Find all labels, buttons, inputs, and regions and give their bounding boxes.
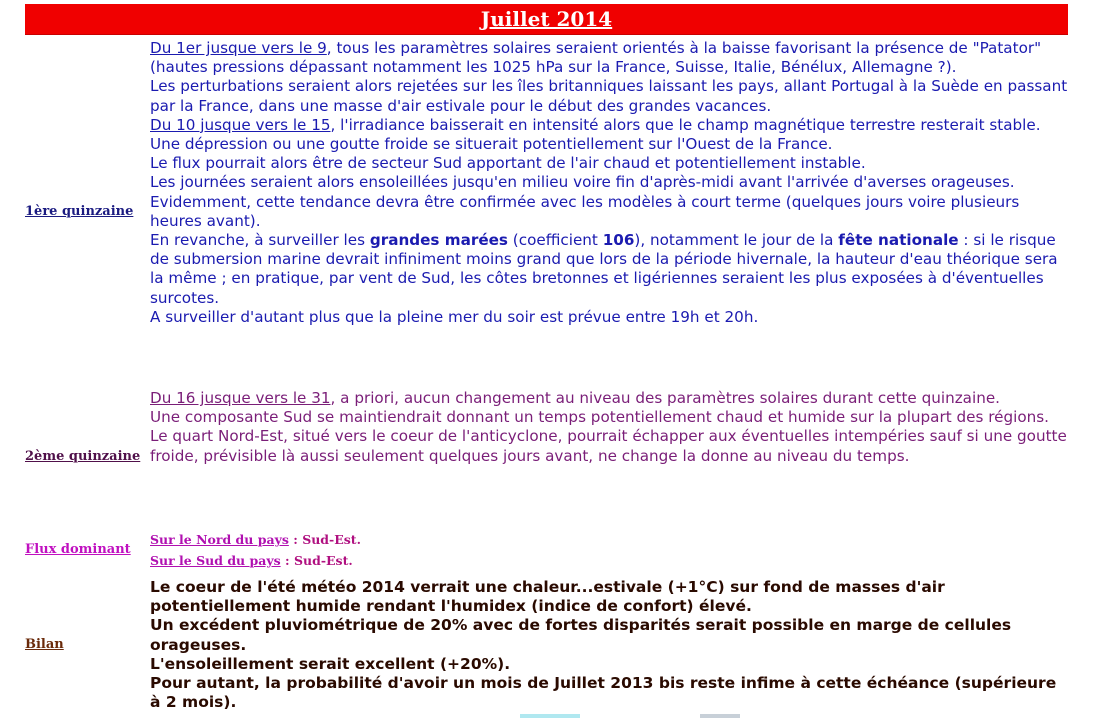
paragraph: L'ensoleillement serait excellent (+20%). [150,654,511,673]
date-range-link[interactable]: Du 16 jusque vers le 31 [150,389,331,407]
highlight-text: fête nationale [838,231,959,250]
paragraph [150,116,1070,135]
flow-value: : Sud-Est. [288,532,361,547]
paragraph [150,529,1070,550]
paragraph-text: En revanche, à surveiller les [150,231,370,250]
region-link-north[interactable]: Sur le Nord du pays [150,532,289,547]
row-label-second-fortnight[interactable]: 2ème quinzaine [25,449,141,464]
flow-value: : Sud-Est. [280,553,353,568]
highlight-text: 106 [602,231,635,250]
paragraph-text: , a priori, aucun changement au niveau des paramètres solaires durant cette quinzaine. [330,389,1000,407]
paragraph-text: , l'irradiance baisserait en intensité alors que le champ magnétique terrestre resterait stable. [330,115,1041,134]
paragraph [150,389,1070,408]
bottom-table-edge [700,714,740,718]
paragraph-text: ), notamment le jour de la [634,231,839,250]
row-label-first-fortnight[interactable]: 1ère quinzaine [25,204,134,219]
paragraph [150,550,1070,571]
dominant-flow-content [150,529,1070,571]
paragraph: Les perturbations seraient alors rejetées sur les îles britanniques laissant les pays, allant Portugal à la Suède en passant par la France, dans une masse d'air estivale pour le début des grandes vacances. [150,77,1068,115]
paragraph-text: : si le risque de submersion marine devrait infiniment moins grand que lors de la période hivernale, la hauteur d'eau théorique sera la même ; en pratique, par vent de Sud, les côtes bretonnes et ligériennes seraient les plus exposées à d'éventuelles surcotes. [150,231,1058,307]
paragraph: Le coeur de l'été météo 2014 verrait une chaleur...estivale (+1°C) sur fond de masses d'air potentiellement humide rendant l'humidex (indice de confort) élevé. [150,578,945,616]
paragraph-text: , tous les paramètres solaires seraient orientés à la baisse favorisant la présence de "Patator" (hautes pressions dépassant notamment les 1025 hPa sur la France, Suisse, Italie, Bénélux, Allemagne ?). [150,39,1042,77]
page-title: Juillet 2014 [25,4,1068,35]
date-range-link[interactable]: Du 10 jusque vers le 15 [150,115,331,134]
paragraph: Evidemment, cette tendance devra être confirmée avec les modèles à court terme (quelques jours voire plusieurs heures avant). [150,192,1020,230]
row-label-summary[interactable]: Bilan [25,637,64,652]
paragraph: Une composante Sud se maintiendrait donnant un temps potentiellement chaud et humide sur la plupart des régions. [150,408,1050,427]
paragraph: Un excédent pluviométrique de 20% avec de fortes disparités serait possible en marge de cellules orageuses. [150,616,1012,654]
paragraph: Le quart Nord-Est, situé vers le coeur de l'anticyclone, pourrait échapper aux éventuelles intempéries sauf si une goutte froide, prévisible là aussi seulement quelques jours avant, ne change la donne au niveau du temps. [150,427,1067,465]
bottom-table-edge [520,714,580,718]
region-link-south[interactable]: Sur le Sud du pays [150,553,281,568]
paragraph: Pour autant, la probabilité d'avoir un mois de Juillet 2013 bis reste infime à cette échéance (supérieure à 2 mois). [150,674,1057,712]
first-fortnight-content [150,39,1070,327]
highlight-text: grandes marées [369,231,508,250]
paragraph-text: (coefficient [507,231,603,250]
paragraph: Les journées seraient alors ensoleillées jusqu'en milieu voire fin d'après-midi avant l'arrivée d'averses orageuses. [150,173,1015,192]
paragraph: A surveiller d'autant plus que la pleine mer du soir est prévue entre 19h et 20h. [150,307,759,326]
summary-content [150,578,1070,712]
paragraph: Le flux pourrait alors être de secteur Sud apportant de l'air chaud et potentiellement instable. [150,154,866,173]
paragraph [150,39,1070,77]
row-label-dominant-flow[interactable]: Flux dominant [25,542,131,557]
date-range-link[interactable]: Du 1er jusque vers le 9 [150,39,327,57]
paragraph: Une dépression ou une goutte froide se situerait potentiellement sur l'Ouest de la France. [150,135,833,154]
second-fortnight-content [150,389,1070,466]
paragraph [150,231,1070,308]
